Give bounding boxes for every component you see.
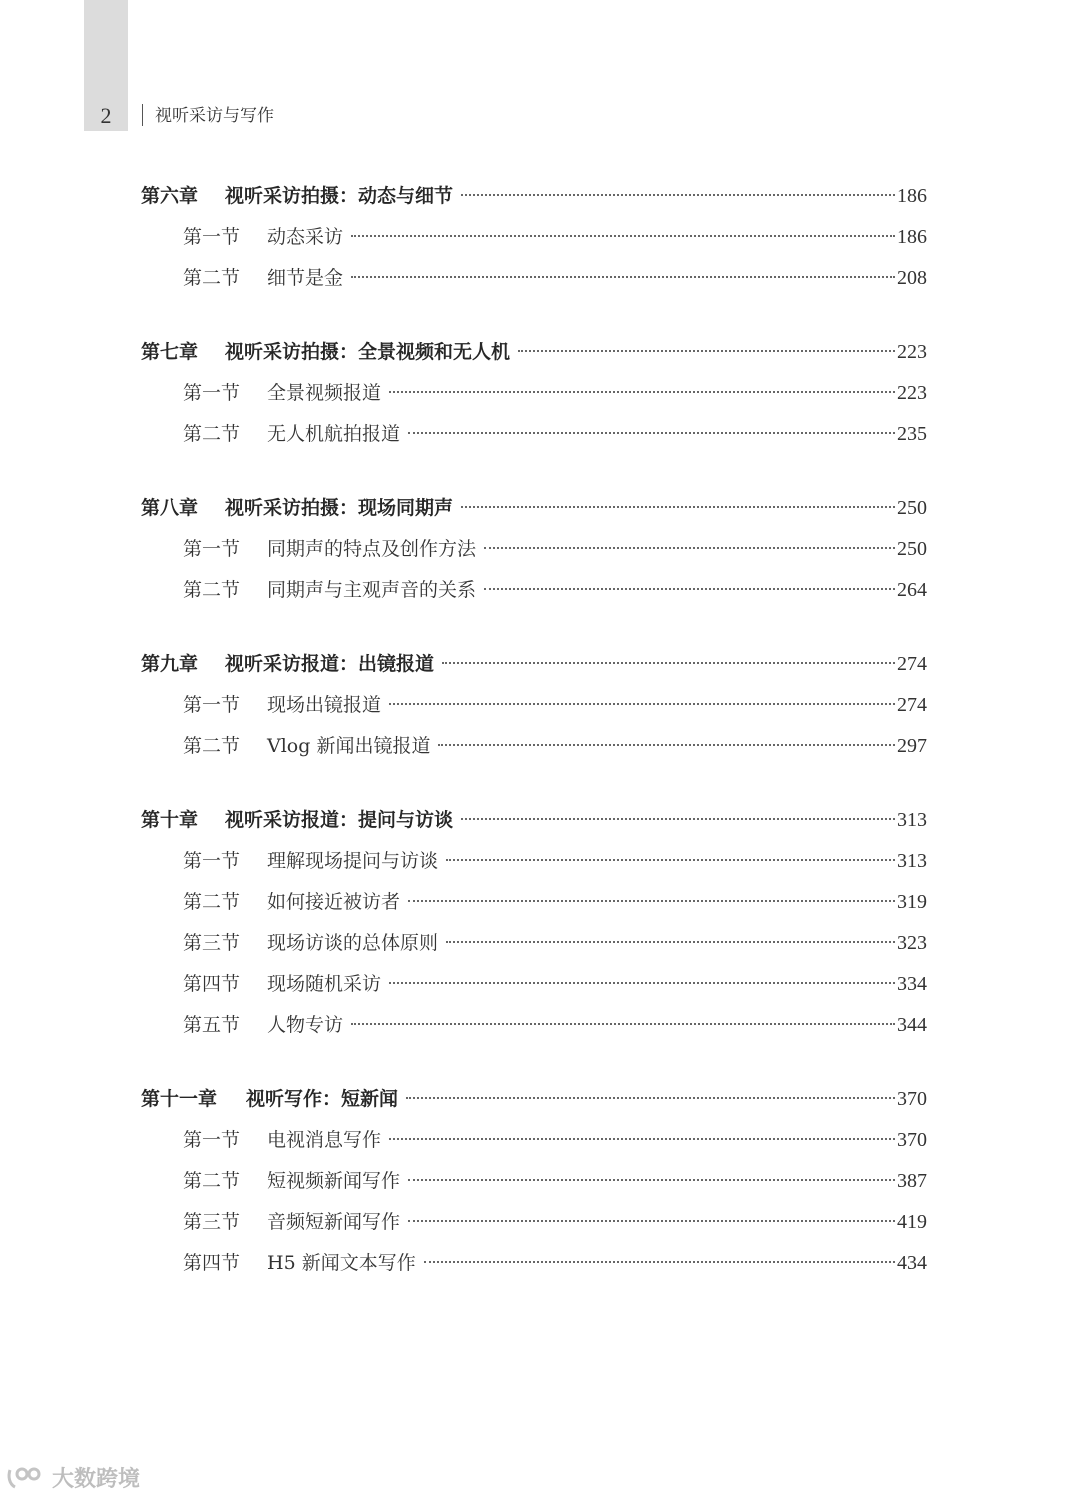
section-entry[interactable] — [141, 1243, 927, 1284]
dot-leader — [351, 235, 895, 237]
running-title: 视听采访与写作 — [155, 106, 274, 126]
page-number: 2 — [100, 103, 112, 128]
section-number: 第一节 — [183, 850, 241, 872]
section-entry[interactable] — [141, 373, 927, 414]
chapter-block — [141, 332, 927, 455]
logo-icon — [6, 1464, 46, 1492]
dot-leader — [406, 1097, 895, 1099]
section-title: 动态采访 — [267, 226, 344, 248]
section-entry[interactable] — [141, 1005, 927, 1046]
chapter-number: 第十一章 — [141, 1088, 218, 1110]
section-entry[interactable] — [141, 258, 927, 299]
section-number: 第三节 — [183, 1211, 241, 1233]
section-page: 323 — [897, 932, 927, 954]
chapter-page: 186 — [897, 185, 927, 207]
section-number: 第二节 — [183, 579, 241, 601]
section-page: 186 — [897, 226, 927, 248]
section-number: 第三节 — [183, 932, 241, 954]
section-title: 同期声与主观声音的关系 — [267, 579, 477, 601]
section-number: 第五节 — [183, 1014, 241, 1036]
section-title: 理解现场提问与访谈 — [267, 850, 439, 872]
chapter-title: 视听采访报道：出镜报道 — [225, 653, 435, 675]
section-number: 第二节 — [183, 1170, 241, 1192]
chapter-entry[interactable] — [141, 176, 927, 217]
chapter-entry[interactable] — [141, 488, 927, 529]
section-page: 250 — [897, 538, 927, 560]
dot-leader — [389, 703, 895, 705]
section-page: 274 — [897, 694, 927, 716]
dot-leader — [408, 432, 895, 434]
chapter-page: 313 — [897, 809, 927, 831]
section-entry[interactable] — [141, 923, 927, 964]
section-title: 现场随机采访 — [267, 973, 382, 995]
chapter-number: 第八章 — [141, 497, 199, 519]
chapter-title: 视听采访拍摄：动态与细节 — [225, 185, 454, 207]
chapter-block — [141, 800, 927, 1046]
section-entry[interactable] — [141, 685, 927, 726]
dot-leader — [408, 1220, 895, 1222]
section-number: 第二节 — [183, 891, 241, 913]
dot-leader — [518, 350, 895, 352]
section-title: 电视消息写作 — [267, 1129, 382, 1151]
dot-leader — [351, 1023, 895, 1025]
section-title: 现场访谈的总体原则 — [267, 932, 439, 954]
chapter-number: 第七章 — [141, 341, 199, 363]
dot-leader — [484, 588, 895, 590]
section-number: 第一节 — [183, 226, 241, 248]
dot-leader — [389, 391, 895, 393]
watermark-text: 大数跨境 — [52, 1467, 141, 1492]
section-number: 第一节 — [183, 694, 241, 716]
section-number: 第四节 — [183, 1252, 241, 1274]
section-page: 297 — [897, 735, 927, 757]
watermark — [6, 1462, 140, 1493]
section-page: 264 — [897, 579, 927, 601]
section-number: 第二节 — [183, 267, 241, 289]
chapter-title: 视听采访报道：提问与访谈 — [225, 809, 454, 831]
section-number: 第二节 — [183, 735, 241, 757]
chapter-block — [141, 644, 927, 767]
section-page: 387 — [897, 1170, 927, 1192]
section-title: 同期声的特点及创作方法 — [267, 538, 477, 560]
section-title: 现场出镜报道 — [267, 694, 382, 716]
dot-leader — [408, 1179, 895, 1181]
chapter-entry[interactable] — [141, 1079, 927, 1120]
section-number: 第四节 — [183, 973, 241, 995]
section-number: 第一节 — [183, 1129, 241, 1151]
chapter-title: 视听采访拍摄：现场同期声 — [225, 497, 454, 519]
chapter-block — [141, 488, 927, 611]
dot-leader — [461, 506, 895, 508]
chapter-number: 第六章 — [141, 185, 199, 207]
dot-leader — [461, 194, 895, 196]
section-number: 第二节 — [183, 423, 241, 445]
chapter-page: 274 — [897, 653, 927, 675]
dot-leader — [424, 1261, 895, 1263]
dot-leader — [484, 547, 895, 549]
section-entry[interactable] — [141, 1120, 927, 1161]
section-page: 419 — [897, 1211, 927, 1233]
chapter-page: 370 — [897, 1088, 927, 1110]
section-page: 334 — [897, 973, 927, 995]
section-entry[interactable] — [141, 414, 927, 455]
chapter-number: 第九章 — [141, 653, 199, 675]
section-page: 370 — [897, 1129, 927, 1151]
chapter-block — [141, 1079, 927, 1284]
chapter-page: 223 — [897, 341, 927, 363]
section-entry[interactable] — [141, 882, 927, 923]
dot-leader — [446, 859, 895, 861]
dot-leader — [389, 982, 895, 984]
dot-leader — [389, 1138, 895, 1140]
section-entry[interactable] — [141, 841, 927, 882]
section-title: 短视频新闻写作 — [267, 1170, 401, 1192]
section-entry[interactable] — [141, 1161, 927, 1202]
section-entry[interactable] — [141, 529, 927, 570]
chapter-block — [141, 176, 927, 299]
section-title: 无人机航拍报道 — [267, 423, 401, 445]
section-page: 223 — [897, 382, 927, 404]
header-divider — [142, 104, 143, 126]
section-entry[interactable] — [141, 570, 927, 611]
dot-leader — [446, 941, 895, 943]
section-title: 如何接近被访者 — [267, 891, 401, 913]
section-title: Vlog 新闻出镜报道 — [267, 735, 431, 757]
table-of-contents — [141, 176, 927, 1317]
dot-leader — [438, 744, 895, 746]
chapter-title: 视听写作：短新闻 — [246, 1088, 399, 1110]
chapter-entry[interactable] — [141, 332, 927, 373]
chapter-number: 第十章 — [141, 809, 199, 831]
section-title: 细节是金 — [267, 267, 344, 289]
section-entry[interactable] — [141, 1202, 927, 1243]
chapter-title: 视听采访拍摄：全景视频和无人机 — [225, 341, 511, 363]
section-entry[interactable] — [141, 217, 927, 258]
chapter-entry[interactable] — [141, 644, 927, 685]
section-page: 208 — [897, 267, 927, 289]
section-page: 344 — [897, 1014, 927, 1036]
section-page: 319 — [897, 891, 927, 913]
section-number: 第一节 — [183, 382, 241, 404]
section-page: 235 — [897, 423, 927, 445]
dot-leader — [442, 662, 895, 664]
section-title: H5 新闻文本写作 — [267, 1252, 416, 1274]
dot-leader — [461, 818, 895, 820]
chapter-page: 250 — [897, 497, 927, 519]
section-number: 第一节 — [183, 538, 241, 560]
dot-leader — [351, 276, 895, 278]
section-title: 全景视频报道 — [267, 382, 382, 404]
section-entry[interactable] — [141, 964, 927, 1005]
section-title: 人物专访 — [267, 1014, 344, 1036]
dot-leader — [408, 900, 895, 902]
chapter-entry[interactable] — [141, 800, 927, 841]
section-entry[interactable] — [141, 726, 927, 767]
section-page: 434 — [897, 1252, 927, 1274]
section-title: 音频短新闻写作 — [267, 1211, 401, 1233]
section-page: 313 — [897, 850, 927, 872]
